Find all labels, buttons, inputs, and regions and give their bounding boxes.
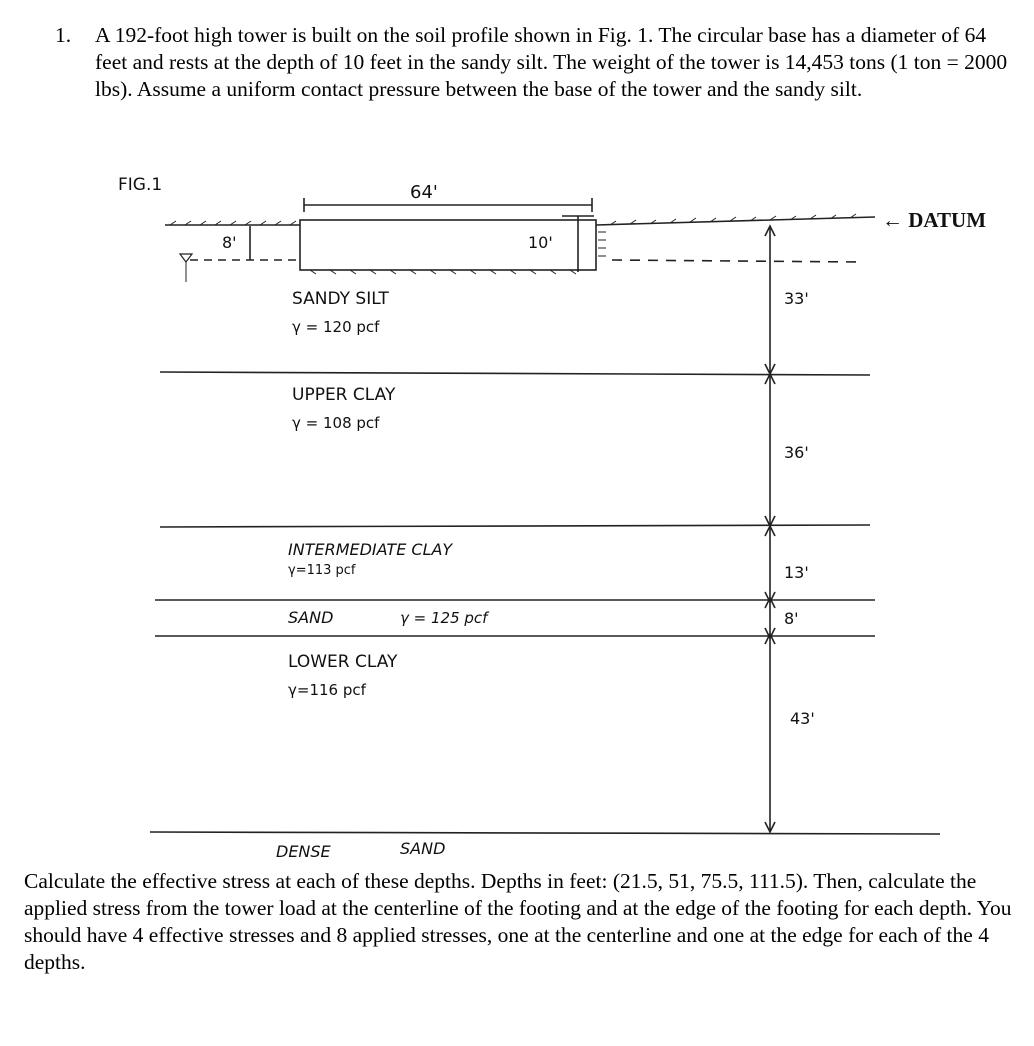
thickness-sandy-silt: 33' — [784, 289, 809, 308]
water-table-depth-label: 8' — [222, 233, 237, 252]
layer-name-lower-clay: LOWER CLAY — [288, 652, 398, 672]
layer-name-sand: SAND — [288, 608, 334, 627]
layer-name-sand-bottom: SAND — [400, 839, 446, 858]
problem-text: A 192-foot high tower is built on the soil profile shown in Fig. 1. The circular base has a diameter of 64 feet and rests at the depth of 10 feet in the sandy silt. The weight of the tower is 14,453 tons (1 ton = 2000 lbs). Assume a uniform contact pressure between the base of the tower and the sandy silt. — [95, 23, 1008, 101]
layer-weight-lower-clay: γ=116 pcf — [288, 681, 366, 699]
layer-weight-intermediate-clay: γ=113 pcf — [288, 563, 356, 578]
layer-weight-sand: γ = 125 pcf — [400, 609, 488, 627]
thickness-intermediate-clay: 13' — [784, 563, 809, 582]
footing-depth-label: 10' — [528, 233, 553, 252]
layer-boundary-1 — [160, 372, 870, 375]
question-text: Calculate the effective stress at each of these depths. Depths in feet: (21.5, 51, 75.5, 111.5). Then, calculate the applied stress from the tower load at the centerline of the footing and at the edge of the footing for each depth. You should have 4 effective stresses and 8 applied stresses, one at the centerline and one at the edge for each of the 4 depths. — [24, 869, 1012, 974]
layer-name-upper-clay: UPPER CLAY — [292, 385, 396, 405]
thickness-lower-clay: 43' — [790, 709, 815, 728]
footing-width-label: 64' — [410, 182, 438, 203]
ground-surface-right — [596, 217, 875, 225]
soil-profile-figure — [0, 150, 1034, 870]
thickness-sand: 8' — [784, 609, 799, 628]
datum-label: ← DATUM — [882, 208, 987, 232]
thickness-upper-clay: 36' — [784, 443, 809, 462]
problem-number: 1. — [55, 23, 72, 47]
layer-name-sandy-silt: SANDY SILT — [292, 289, 389, 309]
layer-weight-sandy-silt: γ = 120 pcf — [292, 318, 380, 336]
layer-boundary-5 — [150, 832, 940, 834]
layer-boundary-2 — [160, 525, 870, 527]
layer-name-intermediate-clay: INTERMEDIATE CLAY — [288, 540, 453, 559]
layer-weight-upper-clay: γ = 108 pcf — [292, 414, 380, 432]
layer-name-dense: DENSE — [276, 842, 331, 861]
figure-label: FIG.1 — [118, 175, 163, 195]
